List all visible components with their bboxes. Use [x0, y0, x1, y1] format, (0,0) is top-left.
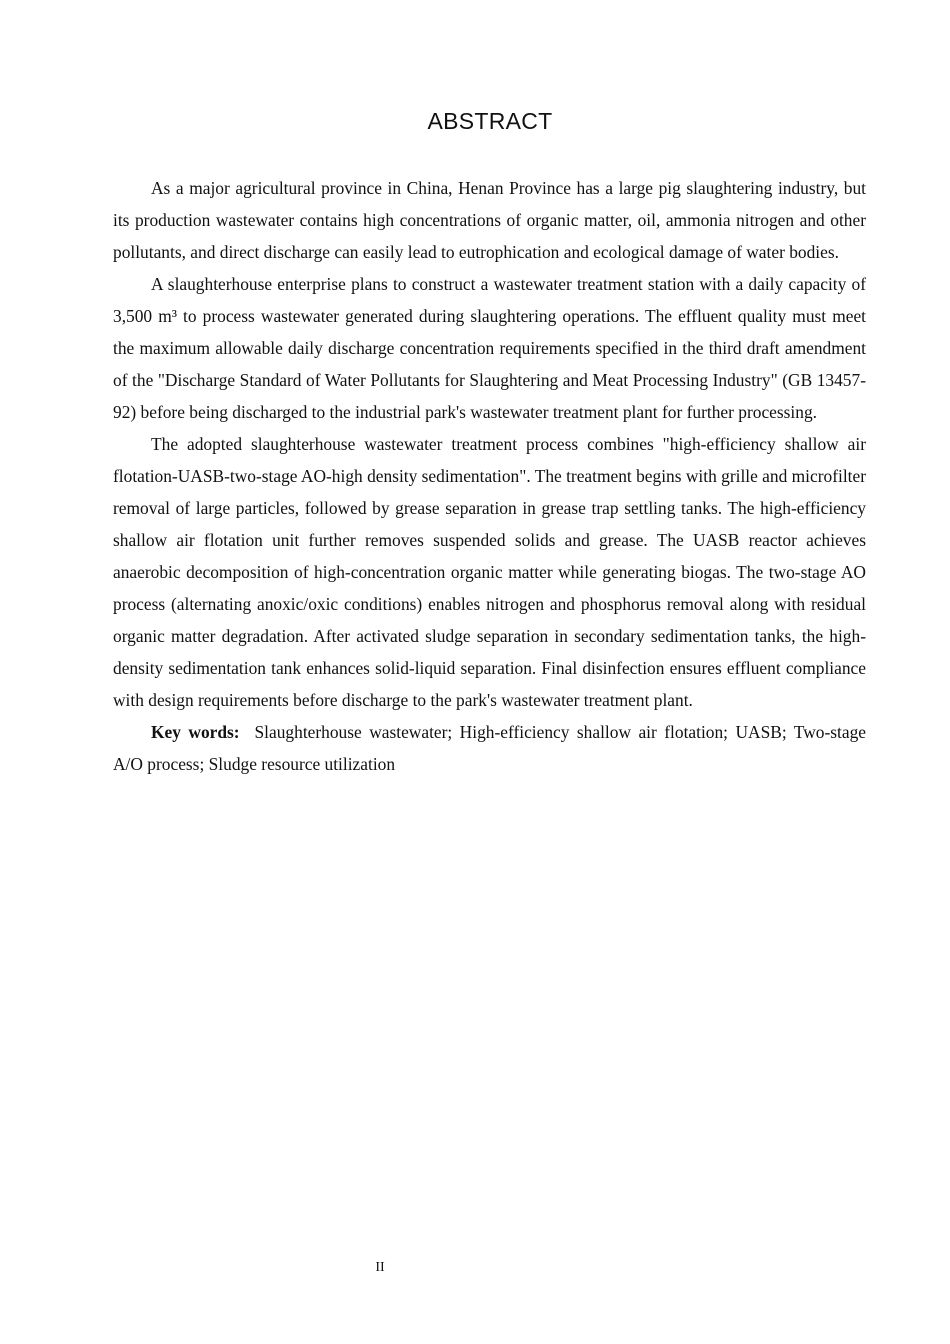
abstract-paragraph-1: As a major agricultural province in China, Henan Province has a large pig slaughtering industry, but its production wastewater contains high concentrations of organic matter, oil, ammonia nitrogen and other pollutants, and direct discharge can easily lead to eutrophication and ecological damage of water bodies. — [113, 178, 866, 262]
abstract-paragraph-2: A slaughterhouse enterprise plans to construct a wastewater treatment station with a daily capacity of 3,500 m³ to process wastewater generated during slaughtering operations. The effluent quality must meet the maximum allowable daily discharge concentration requirements specified in the third draft amendment of the "Discharge Standard of Water Pollutants for Slaughtering and Meat Processing Industry" (GB 13457-92) before being discharged to the industrial park's wastewater treatment plant for further processing. — [113, 274, 866, 422]
keywords-label: Key words: — [151, 722, 240, 742]
page-title: ABSTRACT — [427, 108, 553, 134]
page-number: II — [375, 1260, 385, 1275]
keywords-paragraph — [113, 716, 866, 780]
keywords-text: Slaughterhouse wastewater; High-efficiency shallow air flotation; UASB; Two-stage A/O process; Sludge resource utilization — [113, 722, 866, 774]
abstract-body — [113, 172, 866, 780]
abstract-paragraph-3: The adopted slaughterhouse wastewater treatment process combines "high-efficiency shallow air flotation-UASB-two-stage AO-high density sedimentation". The treatment begins with grille and microfilter removal of large particles, followed by grease separation in grease trap settling tanks. The high-efficiency shallow air flotation unit further removes suspended solids and grease. The UASB reactor achieves anaerobic decomposition of high-concentration organic matter while generating biogas. The two-stage AO process (alternating anoxic/oxic conditions) enables nitrogen and phosphorus removal along with residual organic matter degradation. After activated sludge separation in secondary sedimentation tanks, the high-density sedimentation tank enhances solid-liquid separation. Final disinfection ensures effluent compliance with design requirements before discharge to the park's wastewater treatment plant. — [113, 434, 866, 710]
